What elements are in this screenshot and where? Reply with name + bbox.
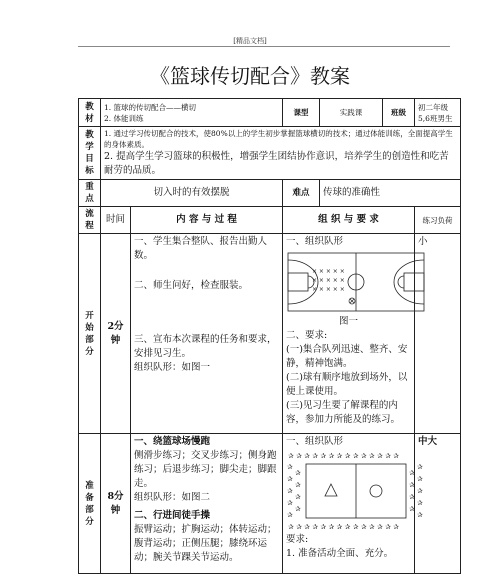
- difficulty-value: 传球的准确性: [320, 180, 461, 207]
- svg-text:✰: ✰: [287, 463, 293, 471]
- org-title: 一、组织队形: [286, 436, 344, 447]
- teaching-goals-value: [101, 127, 461, 180]
- content-item: 组织队形：如图二: [134, 492, 211, 503]
- basketball-court-diagram: [286, 251, 426, 313]
- svg-text:✰: ✰: [417, 499, 423, 507]
- material-label: 教材: [79, 99, 101, 127]
- col-org-header: 组 织 与 要 求: [283, 207, 415, 234]
- org-title: 一、组织队形: [286, 236, 344, 247]
- content-item: 一、学生集合整队、报告出勤人数。: [134, 236, 268, 261]
- svg-text:✰: ✰: [409, 469, 415, 477]
- page-header-tag: [精品文档]: [233, 37, 267, 45]
- svg-text:✰: ✰: [295, 481, 301, 489]
- content-item: 侧滑步练习；交叉步练习；侧身跑练习；后退步练习；脚尖走；脚跟走。: [134, 450, 277, 489]
- key-point-label: 重点: [79, 180, 101, 207]
- content-item: 二、行进间徒手操: [134, 510, 211, 521]
- requirements-title: 二、要求:: [286, 330, 328, 341]
- material-line: 1. 篮球的传切配合——横切: [104, 102, 197, 112]
- svg-text:✰ ✰ ✰ ✰ ✰ ✰ ✰ ✰ ✰ ✰ ✰ ✰ ✰ ✰: ✰ ✰ ✰ ✰ ✰ ✰ ✰ ✰ ✰ ✰ ✰ ✰ ✰ ✰: [288, 523, 400, 531]
- requirement-item: (一)集合队列迅速、整齐、安静，精神饱满。: [286, 344, 408, 369]
- svg-text:✰: ✰: [295, 505, 301, 513]
- requirement-item: (二)球有顺序地放到场外，以便上课使用。: [286, 372, 408, 397]
- svg-text:✰: ✰: [287, 499, 293, 507]
- class-value: [415, 99, 461, 127]
- material-value: [101, 99, 283, 127]
- section-prep-load: 中大: [415, 434, 461, 574]
- lesson-plan-table: [78, 98, 461, 574]
- requirement-item: 1. 准备活动全面、充分。: [286, 548, 394, 559]
- key-point-value: 切入时的有效摆脱: [101, 180, 283, 207]
- svg-text:✰: ✰: [417, 487, 423, 495]
- class-label: 班级: [383, 99, 415, 127]
- section-prep-time: 8分钟: [101, 434, 131, 574]
- class-line: 初二年级: [418, 102, 449, 112]
- section-start-label: 开始部分: [79, 234, 101, 434]
- col-load-header: 练习负荷: [415, 207, 461, 234]
- section-prep-organization: [283, 434, 423, 574]
- svg-text:✰: ✰: [409, 493, 415, 501]
- svg-text:✰: ✰: [287, 511, 293, 519]
- svg-text:✰: ✰: [295, 469, 301, 477]
- svg-text:✰ ✰ ✰ ✰ ✰ ✰ ✰ ✰ ✰ ✰ ✰ ✰ ✰ ✰: ✰ ✰ ✰ ✰ ✰ ✰ ✰ ✰ ✰ ✰ ✰ ✰ ✰ ✰: [288, 452, 400, 460]
- difficulty-label: 难点: [283, 180, 320, 207]
- svg-text:✰: ✰: [409, 505, 415, 513]
- content-item: 振臂运动；扩胸运动；体转运动；腹背运动；正侧压腿；膝绕环运动；腕关节踝关节运动。: [134, 524, 277, 563]
- lesson-type-value: 实践课: [320, 99, 383, 127]
- material-line: 2. 体能训练: [104, 113, 144, 123]
- section-start-content: [131, 234, 283, 434]
- section-start-time: 2分钟: [101, 234, 131, 434]
- col-time-header: 时间: [101, 207, 131, 234]
- goal-item: 2. 提高学生学习篮球的积极性，增强学生团结协作意识，培养学生的创造性和吃苦耐劳的品质。: [104, 151, 449, 176]
- svg-text:× × × × ×: × × × × ×: [312, 268, 345, 275]
- content-item: 二、师生问好，检查服装。: [134, 280, 249, 291]
- svg-text:× × × × ×: × × × × ×: [312, 277, 345, 284]
- svg-text:✰: ✰: [417, 463, 423, 471]
- col-flow-header: 流程: [79, 207, 101, 234]
- teaching-goals-label: 教学目标: [79, 127, 101, 180]
- svg-text:× × × × ×: × × × × ×: [312, 286, 345, 293]
- section-prep-label: 准备部分: [79, 434, 101, 574]
- svg-text:✰: ✰: [417, 475, 423, 483]
- requirements-title: 要求:: [286, 534, 309, 545]
- class-line: 5,6班男生: [418, 113, 453, 123]
- header-divider: [78, 46, 450, 47]
- content-item: 一、绕篮球场慢跑: [134, 436, 211, 447]
- document-title: 《篮球传切配合》教案: [150, 64, 350, 88]
- goal-item: 1. 通过学习传切配合的技术，使80%以上的学生初步掌握篮球横切的技术；通过体能训练，全面提高学生的身体素质。: [104, 129, 453, 149]
- col-content-header: 内 容 与 过 程: [131, 207, 283, 234]
- lesson-type-label: 课型: [283, 99, 320, 127]
- section-prep-content: [131, 434, 283, 574]
- warmup-formation-diagram: [286, 451, 426, 531]
- svg-text:✰: ✰: [287, 487, 293, 495]
- figure-caption: 图一: [339, 316, 359, 327]
- content-item: 组织队形：如图一: [134, 362, 211, 373]
- section-start-organization: [283, 234, 415, 434]
- requirement-item: (三)见习生要了解课程的内容，参加力所能及的练习。: [286, 400, 401, 425]
- section-start-load: 小: [415, 234, 461, 434]
- content-item: 三、宣布本次课程的任务和要求，安排见习生。: [134, 334, 277, 359]
- svg-text:✰: ✰: [287, 475, 293, 483]
- svg-text:✰: ✰: [409, 481, 415, 489]
- svg-text:✰: ✰: [417, 511, 423, 519]
- svg-text:✰: ✰: [295, 493, 301, 501]
